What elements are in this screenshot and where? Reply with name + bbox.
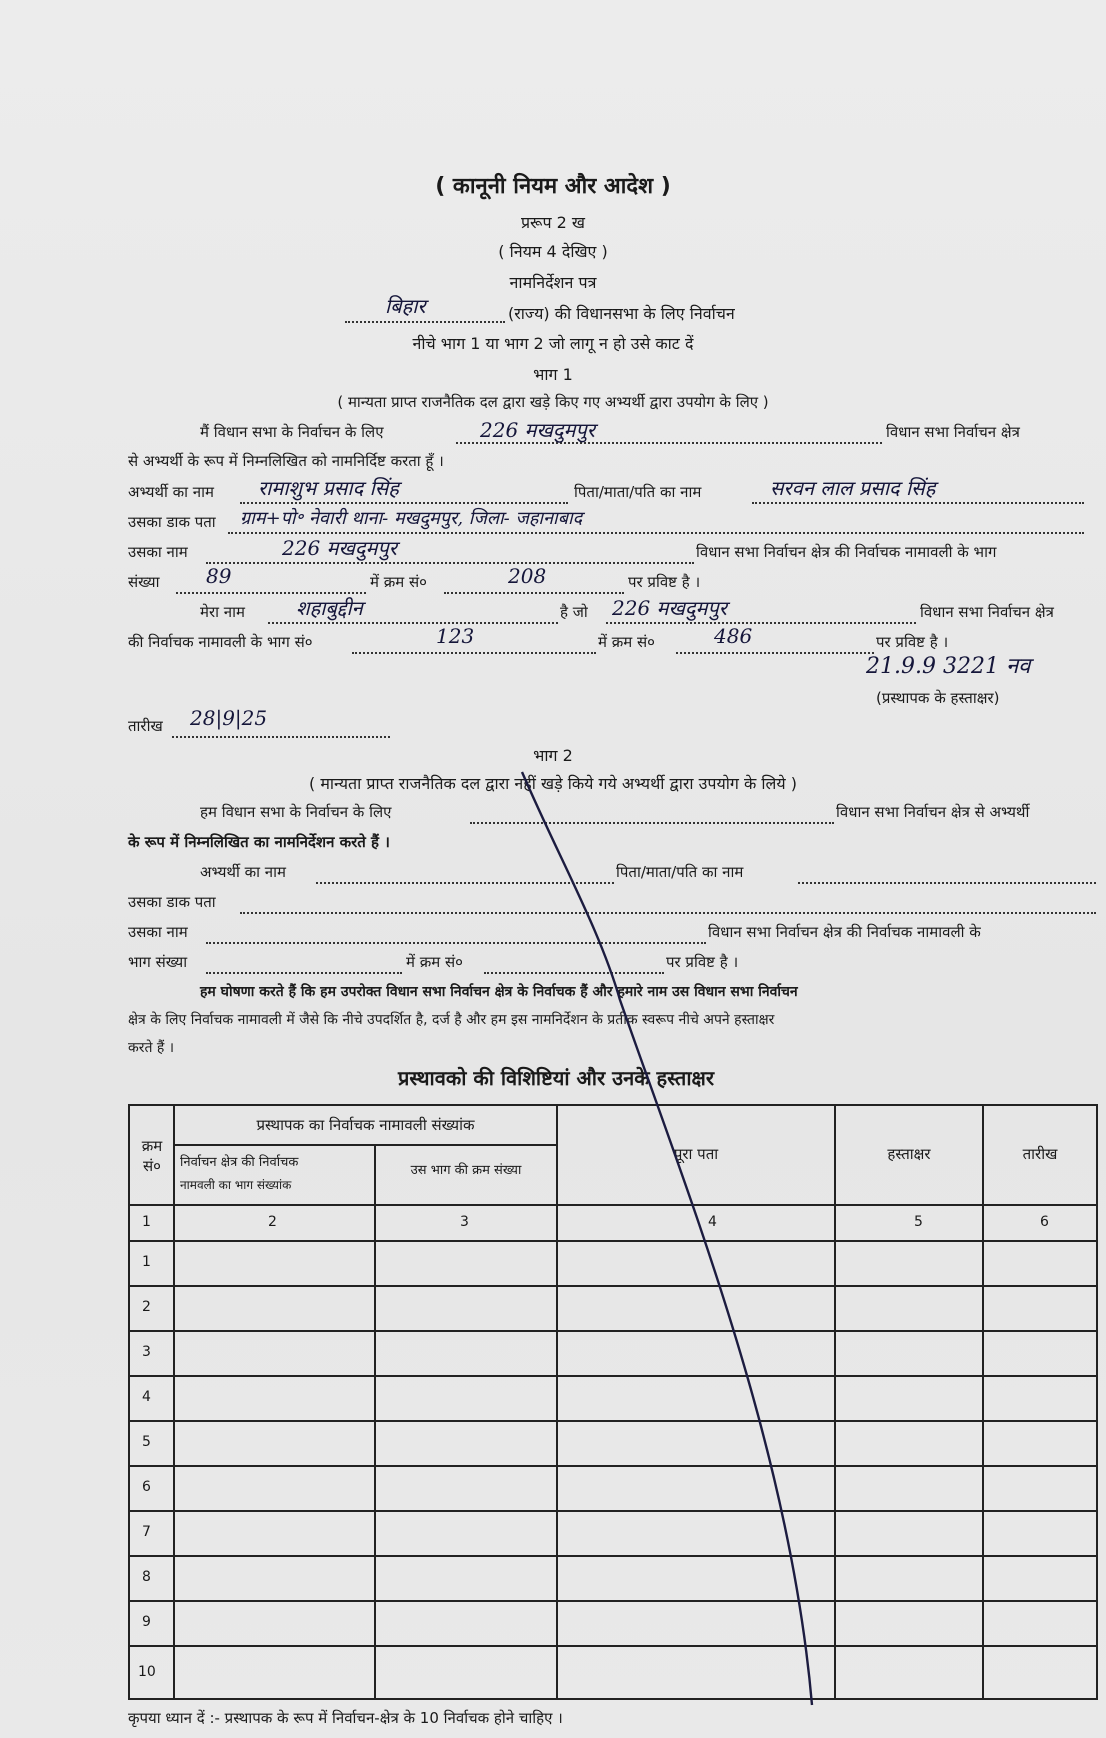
my-name-label: मेरा नाम (200, 603, 245, 621)
part2-address-label: उसका डाक पता (128, 893, 216, 911)
col-signature: हस्ताक्षर (887, 1145, 931, 1163)
part2-candidate-label: अभ्यर्थी का नाम (200, 863, 286, 881)
form-number: प्ररूप 2 ख (520, 213, 586, 232)
proposer-signature-label: (प्रस्थापक के हस्ताक्षर) (876, 689, 1000, 707)
part1-heading: भाग 1 (533, 365, 573, 384)
roll-label: विधान सभा निर्वाचन क्षेत्र की निर्वाचक नामावली के भाग (696, 543, 997, 561)
candidate-name-handwritten: रामाशुभ प्रसाद सिंह (258, 476, 399, 500)
col-serial-number: क्रम सं० (141, 1137, 163, 1175)
part2-line1-text: हम विधान सभा के निर्वाचन के लिए (200, 803, 392, 821)
table-row: 4 (142, 1389, 151, 1405)
part-number-handwritten: 89 (206, 564, 232, 588)
document-title: ( कानूनी नियम और आदेश ) (435, 174, 671, 199)
rule-reference: ( नियम 4 देखिए ) (498, 242, 608, 261)
part2-parent-label: पिता/माता/पति का नाम (616, 863, 744, 881)
table-row: 10 (138, 1664, 156, 1680)
part2-part-label: भाग संख्या (128, 953, 188, 971)
my-name-handwritten: शहाबुद्दीन (296, 596, 363, 620)
footer-note: कृपया ध्यान दें :- प्रस्थापक के रूप में निर्वाचन-क्षेत्र के 10 निर्वाचक होने चाहिए । (128, 1709, 563, 1727)
col-group-header: प्रस्थापक का निर्वाचक नामावली संख्यांक (256, 1116, 475, 1134)
col-number: 6 (1040, 1214, 1049, 1230)
part2-line2: के रूप में निम्नलिखित का नामनिर्देशन करते हैं । (128, 833, 390, 851)
which-label: है जो (560, 603, 588, 621)
my-part-handwritten: 123 (436, 624, 475, 648)
strike-instruction: नीचे भाग 1 या भाग 2 जो लागू न हो उसे काट दें (412, 334, 694, 353)
declaration-line-2: क्षेत्र के लिए निर्वाचक नामावली में जैसे कि नीचे उपदर्शित है, दर्ज है और हम इस नामनिर्देशन के प्रतीक स्वरूप नीचे अपने हस्ताक्षर (128, 1012, 775, 1028)
part2-entered-label: पर प्रविष्ट है । (666, 953, 739, 971)
state-handwritten: बिहार (385, 294, 426, 318)
table-row: 5 (142, 1434, 151, 1450)
his-constituency-handwritten: 226 मखदुमपुर (282, 536, 397, 560)
serial-label: में क्रम सं० (370, 573, 427, 591)
constituency-label: विधान सभा निर्वाचन क्षेत्र (920, 603, 1054, 621)
document-name: नामनिर्देशन पत्र (509, 273, 597, 292)
part2-subheading: ( मान्यता प्राप्त राजनैतिक दल द्वारा नहीं खड़े किये गये अभ्यर्थी द्वारा उपयोग के लिये ) (309, 774, 797, 793)
my-constituency-handwritten: 226 मखदुमपुर (612, 596, 727, 620)
part-number-label: संख्या (128, 573, 160, 591)
serial-handwritten: 208 (508, 564, 547, 588)
table-row: 8 (142, 1569, 151, 1585)
col-number: 1 (142, 1214, 151, 1230)
col-number: 2 (268, 1214, 277, 1230)
serial-label-2: में क्रम सं० (598, 633, 655, 651)
part2-his-name-label: उसका नाम (128, 923, 188, 941)
roll-part-label: की निर्वाचक नामावली के भाग सं० (128, 633, 313, 651)
constituency-handwritten: 226 मखदुमपुर (480, 418, 595, 442)
table-row: 9 (142, 1614, 151, 1630)
table-row: 1 (142, 1254, 151, 1270)
part1-line1-end: विधान सभा निर्वाचन क्षेत्र (886, 423, 1020, 441)
col-number: 3 (460, 1214, 469, 1230)
date-handwritten: 28|9|25 (190, 706, 268, 730)
part1-line1-text: मैं विधान सभा के निर्वाचन के लिए (200, 423, 384, 441)
part1-line2: से अभ्यर्थी के रूप में निम्नलिखित को नामनिर्दिष्ट करता हूँ । (128, 452, 444, 470)
part2-line1-end: विधान सभा निर्वाचन क्षेत्र से अभ्यर्थी (836, 803, 1030, 821)
declaration-line-1: हम घोषणा करते हैं कि हम उपरोक्त विधान सभा निर्वाचन क्षेत्र के निर्वाचक हैं और हमारे नाम उस विधान सभा निर्वाचन (200, 984, 798, 1000)
table-row: 2 (142, 1299, 151, 1315)
parent-name-handwritten: सरवन लाल प्रसाद सिंह (770, 476, 936, 500)
part1-subheading: ( मान्यता प्राप्त राजनैतिक दल द्वारा खड़े किए गए अभ्यर्थी द्वारा उपयोग के लिए ) (337, 393, 769, 411)
date-label: तारीख (128, 717, 163, 735)
col-full-address: पूरा पता (673, 1145, 719, 1163)
proposer-signature: 21.9.9 3221 नव (866, 654, 1031, 679)
candidate-name-label: अभ्यर्थी का नाम (128, 483, 214, 501)
state-election-label: (राज्य) की विधानसभा के लिए निर्वाचन (508, 304, 735, 323)
col-part-number-b: नामवली का भाग संख्यांक (180, 1178, 292, 1192)
declaration-line-3: करते हैं । (128, 1040, 175, 1056)
table-row: 3 (142, 1344, 151, 1360)
part2-heading: भाग 2 (533, 746, 573, 765)
his-name-label: उसका नाम (128, 543, 188, 561)
address-label: उसका डाक पता (128, 513, 216, 531)
col-number: 5 (914, 1214, 923, 1230)
col-number: 4 (708, 1214, 717, 1230)
col-date: तारीख (1022, 1145, 1058, 1163)
table-title: प्रस्थावको की विशिष्टियां और उनके हस्ताक्षर (398, 1066, 715, 1090)
my-serial-handwritten: 486 (714, 624, 753, 648)
parent-name-label: पिता/माता/पति का नाम (574, 483, 702, 501)
col-serial-in-part: उस भाग की क्रम संख्या (410, 1163, 522, 1178)
entered-label-2: पर प्रविष्ट है । (876, 633, 949, 651)
table-row: 6 (142, 1479, 151, 1495)
col-part-number-a: निर्वाचन क्षेत्र की निर्वाचक (180, 1155, 299, 1170)
part2-roll-label: विधान सभा निर्वाचन क्षेत्र की निर्वाचक नामावली के (708, 923, 981, 941)
address-handwritten: ग्राम+पो॰ नेवारी थाना- मखदुमपुर, जिला- जहानाबाद (240, 508, 583, 529)
table-row: 7 (142, 1524, 151, 1540)
entered-label: पर प्रविष्ट है । (628, 573, 701, 591)
part2-serial-label: में क्रम सं० (406, 953, 463, 971)
